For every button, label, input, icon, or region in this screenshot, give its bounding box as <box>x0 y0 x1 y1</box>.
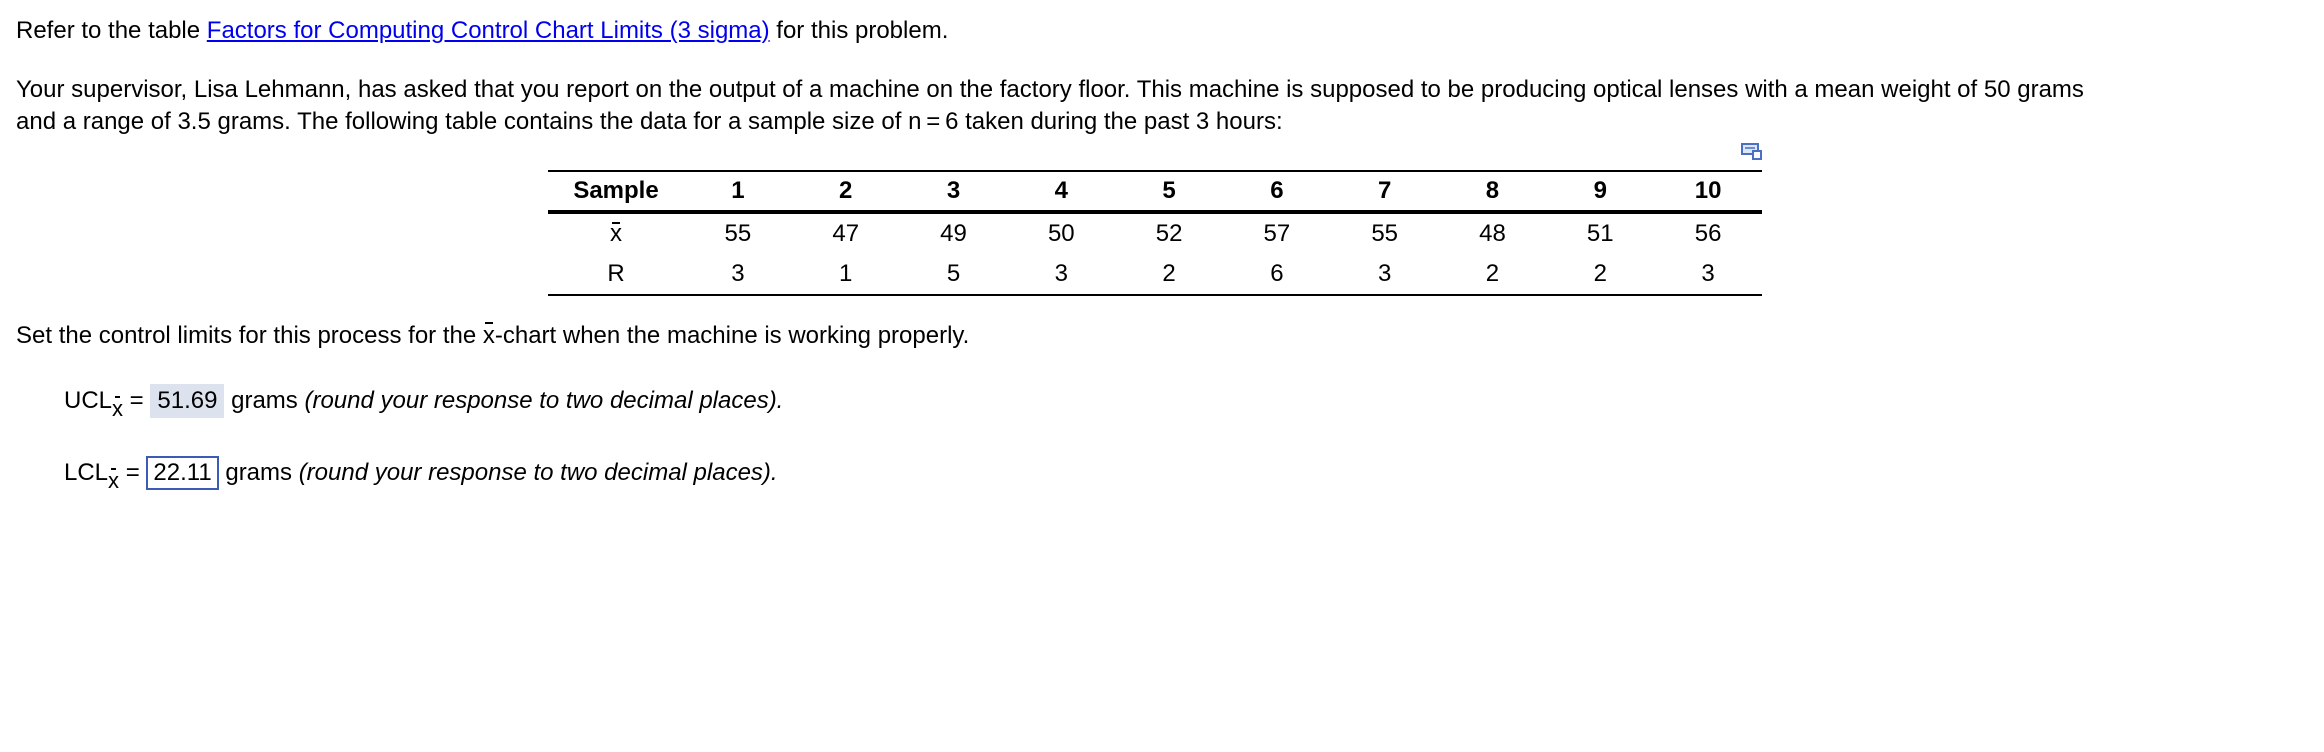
ucl-line <box>64 384 784 421</box>
xbar-value: 51 <box>1586 220 1614 247</box>
xbar-row-label: x <box>610 220 622 247</box>
lcl-answer-field[interactable]: 22.11 <box>146 456 218 490</box>
ucl-label: UCL <box>64 387 113 414</box>
sample-number: 7 <box>1331 171 1439 212</box>
xbar-value: 50 <box>1047 220 1075 247</box>
ucl-answer-field[interactable]: 51.69 <box>150 384 224 418</box>
instruction-prefix: Set the control limits for this process for the <box>16 322 483 349</box>
range-value: 5 <box>900 254 1008 295</box>
range-value: 6 <box>1223 254 1331 295</box>
sample-number: 8 <box>1439 171 1547 212</box>
instruction-line <box>16 320 2306 352</box>
intro-line <box>16 15 2306 47</box>
ucl-equals: = <box>123 387 151 414</box>
problem-line-1: Your supervisor, Lisa Lehmann, has asked that you report on the output of a machine on the factory floor. This machine is supposed to be producing optical lenses with a mean weight of 50 grams <box>16 76 2084 103</box>
instruction-suffix: -chart when the machine is working properly. <box>494 322 970 349</box>
sample-number: 6 <box>1223 171 1331 212</box>
expand-table-icon[interactable] <box>1741 143 1763 161</box>
sample-number: 5 <box>1115 171 1223 212</box>
xbar-value: 55 <box>1371 220 1399 247</box>
lcl-hint: (round your response to two decimal places). <box>298 459 778 486</box>
intro-prefix: Refer to the table <box>16 17 207 44</box>
lcl-unit: grams <box>218 459 299 486</box>
sample-data-table <box>548 170 1762 296</box>
xbar-value: 55 <box>724 220 752 247</box>
xbar-value: 47 <box>832 220 860 247</box>
factors-table-link[interactable]: Factors for Computing Control Chart Limits (3 sigma) <box>206 17 770 44</box>
sample-number: 1 <box>684 171 792 212</box>
range-value: 1 <box>792 254 900 295</box>
xbar-row-label-cell <box>548 212 684 254</box>
sample-number: 9 <box>1546 171 1654 212</box>
range-value: 2 <box>1546 254 1654 295</box>
sample-number: 10 <box>1654 171 1762 212</box>
range-row <box>548 254 1762 295</box>
range-value: 3 <box>1331 254 1439 295</box>
xbar-value: 56 <box>1694 220 1722 247</box>
ucl-hint: (round your response to two decimal places). <box>304 387 784 414</box>
range-value: 3 <box>684 254 792 295</box>
lcl-label: LCL <box>64 459 109 486</box>
range-value: 2 <box>1439 254 1547 295</box>
xbar-row <box>548 212 1762 254</box>
table-header-row <box>548 171 1762 212</box>
ucl-unit: grams <box>224 387 305 414</box>
xbar-value: 49 <box>940 220 967 247</box>
ucl-subscript: x <box>112 396 124 421</box>
xbar-value: 57 <box>1263 220 1291 247</box>
range-row-label: R <box>548 254 684 295</box>
range-value: 3 <box>1654 254 1762 295</box>
xbar-value: 52 <box>1155 220 1183 247</box>
lcl-equals: = <box>119 459 147 486</box>
lcl-line <box>64 456 778 493</box>
lcl-subscript: x <box>108 468 120 493</box>
range-value: 2 <box>1115 254 1223 295</box>
sample-number: 4 <box>1007 171 1115 212</box>
problem-line-2: and a range of 3.5 grams. The following table contains the data for a sample size of n = 6 taken during the past 3 hours: <box>16 108 1283 135</box>
xbar-value: 48 <box>1479 220 1506 247</box>
intro-suffix: for this problem. <box>769 17 949 44</box>
sample-header: Sample <box>548 171 684 212</box>
sample-number: 2 <box>792 171 900 212</box>
problem-paragraph <box>16 74 2306 138</box>
range-value: 3 <box>1007 254 1115 295</box>
instruction-xbar: x <box>483 320 495 352</box>
sample-number: 3 <box>900 171 1008 212</box>
